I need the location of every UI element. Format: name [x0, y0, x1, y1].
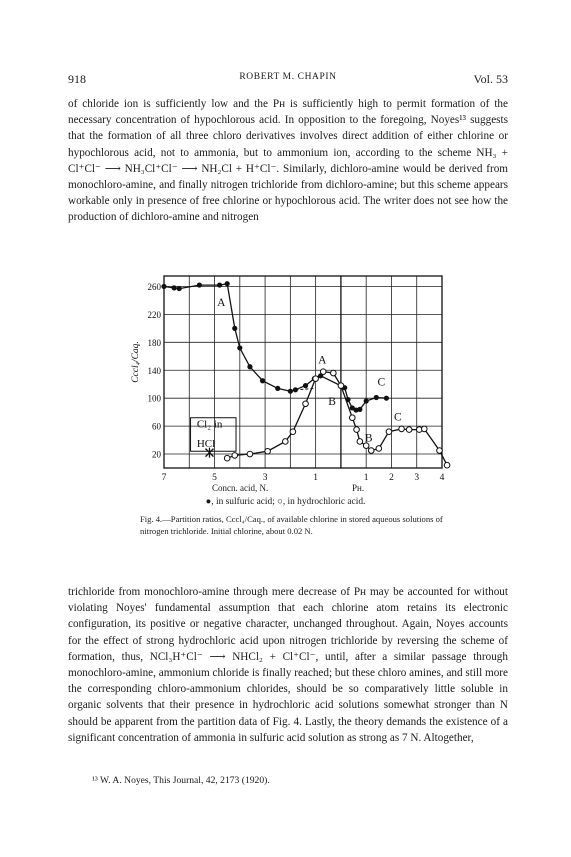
x-tick-acid: 3 — [262, 473, 268, 483]
sulfuric-acid-point — [217, 282, 222, 287]
sulfuric-acid-point — [303, 383, 308, 388]
hydrochloric-acid-point — [232, 453, 238, 459]
hydrochloric-acid-point — [338, 383, 344, 389]
y-tick-label: 220 — [147, 309, 161, 320]
hydrochloric-acid-point — [376, 446, 382, 452]
hydrochloric-acid-point — [320, 369, 326, 375]
curve-label: Cl₂ in — [196, 418, 223, 431]
figure-4-chart — [128, 272, 468, 502]
hydrochloric-acid-point — [444, 462, 450, 468]
xlabel-ph: Pн. — [352, 483, 365, 493]
hydrochloric-acid-point — [406, 427, 412, 433]
figure-caption: Fig. 4.—Partition ratios, Cccl₄/Caq., of available chlorine in stored aqueous solutions of nitrogen trichloride. Initial chlorine, about 0.02 N. — [140, 514, 443, 536]
hydrochloric-acid-point — [386, 429, 392, 435]
hydrochloric-acid-point — [265, 448, 271, 454]
sulfuric-acid-point — [364, 398, 369, 403]
sulfuric-acid-point — [247, 364, 252, 369]
figure-legend: ●, in sulfuric acid; ○, in hydrochloric acid. — [205, 497, 366, 507]
hydrochloric-acid-point — [437, 448, 443, 454]
sulfuric-acid-point — [172, 285, 177, 290]
y-tick-label: 260 — [147, 281, 161, 292]
sulfuric-acid-point — [237, 345, 242, 350]
hydrochloric-acid-point — [283, 439, 289, 445]
hydrochloric-acid-point — [399, 426, 405, 432]
hydrochloric-acid-point — [357, 439, 363, 445]
hydrochloric-acid-point — [247, 451, 253, 457]
footnote: ¹³ W. A. Noyes, This Journal, 42, 2173 (1920). — [92, 775, 270, 786]
x-tick-ph: 3 — [414, 473, 420, 483]
x-tick-ph: 1 — [363, 473, 369, 483]
sulfuric-acid-point — [374, 395, 379, 400]
x-tick-acid: 5 — [212, 473, 217, 483]
sulfuric-acid-point — [357, 407, 362, 412]
y-axis-label: Cccl₄/Caq. — [131, 341, 141, 383]
hydrochloric-acid-point — [331, 370, 337, 376]
axis-captions — [0, 482, 571, 494]
paragraph-before-figure: of chloride ion is sufficiently low and the Pн is sufficiently high to permit formation of the necessary concentration of hypochlorous acid. In opposition to the foregoing, Noyes¹³ suggests that the formation of all three chloro derivatives involves direct addition of either chlorine or hypochlorous acid, not to ammonia, but to ammonium ion, according to the scheme NH₃ + Cl⁺Cl⁻ ⟶ NH₃Cl⁺Cl⁻ ⟶ NH₂Cl + H⁺Cl⁻. Similarly, dichloro-amine would be derived from monochloro-amine, and finally nitrogen trichloride from dichloro-amine; but this scheme appears workable only in presence of free chlorine or hypochlorous acid. The writer does not see how the production of dichloro-amine and nitrogen — [68, 98, 508, 224]
y-tick-label: 60 — [152, 421, 161, 432]
y-tick-label: 140 — [147, 365, 161, 376]
curve-label: A — [318, 354, 327, 367]
x-tick-acid: 1 — [313, 473, 319, 483]
sulfuric-acid-point — [232, 326, 237, 331]
x-tick-acid: 7 — [161, 473, 167, 483]
paragraph-after-figure: trichloride from monochloro-amine through mere decrease of Pн may be accounted for without violating Noyes' fundamental assumption that each chlorine atom retains its electronic configuration, its positive or negative character, unchanged throughout. Again, Noyes accounts for the effect of strong hydrochloric acid upon nitrogen trichloride by reversing the scheme of formation, thus, NCl₃H⁺Cl⁻ ⟶ NHCl₂ + Cl⁺Cl⁻, until, after a similar passage through monochloro-amine, ammonium chloride is finally reached; but these chloro amines, and still more the corresponding chloro-ammonium chlorides, should be so comparatively little soluble in organic solvents that their presence in hydrochloric acid solutions somewhat stronger than N should be apparent from the partition data of Fig. 4. Lastly, the theory demands the existence of a significant concentration of ammonia in sulfuric acid solution as strong as 7 N. Altogether, — [68, 586, 508, 744]
curve-label: C — [377, 376, 386, 389]
hydrochloric-acid-point — [224, 455, 230, 461]
xlabel-acid: Concn. acid, N. — [212, 483, 269, 493]
curve-label: C — [393, 411, 402, 424]
running-header — [68, 72, 508, 86]
y-tick-label: 180 — [147, 337, 161, 348]
sulfuric-acid-point — [384, 396, 389, 401]
curve-label: B — [328, 396, 336, 409]
sulfuric-acid-point — [161, 284, 166, 289]
hydrochloric-acid-point — [313, 376, 319, 382]
sulfuric-acid-point — [260, 378, 265, 383]
sulfuric-acid-point — [288, 389, 293, 394]
y-tick-label: 20 — [152, 449, 161, 460]
hydrochloric-acid-point — [349, 415, 355, 421]
running-author: ROBERT M. CHAPIN — [239, 72, 337, 82]
volume-label: Vol. 53 — [473, 72, 508, 86]
hydrochloric-acid-point — [368, 448, 374, 454]
curve-label: A — [217, 297, 226, 310]
partition-ratio-plot — [128, 272, 468, 502]
curve-label: HCl — [196, 438, 216, 451]
series-line-open — [227, 372, 447, 466]
hydrochloric-acid-point — [354, 427, 360, 433]
sulfuric-acid-point — [197, 282, 202, 287]
sulfuric-acid-point — [275, 386, 280, 391]
hydrochloric-acid-point — [303, 401, 309, 407]
y-tick-label: 100 — [147, 393, 161, 404]
page-number: 918 — [68, 72, 86, 86]
curve-label: B — [364, 432, 373, 445]
x-tick-ph: 4 — [439, 473, 445, 483]
series-line-filled — [164, 284, 386, 410]
x-tick-ph: 2 — [389, 473, 394, 483]
sulfuric-acid-point — [177, 286, 182, 291]
sulfuric-acid-point — [225, 281, 230, 286]
hydrochloric-acid-point — [290, 429, 296, 435]
hydrochloric-acid-point — [422, 426, 428, 432]
